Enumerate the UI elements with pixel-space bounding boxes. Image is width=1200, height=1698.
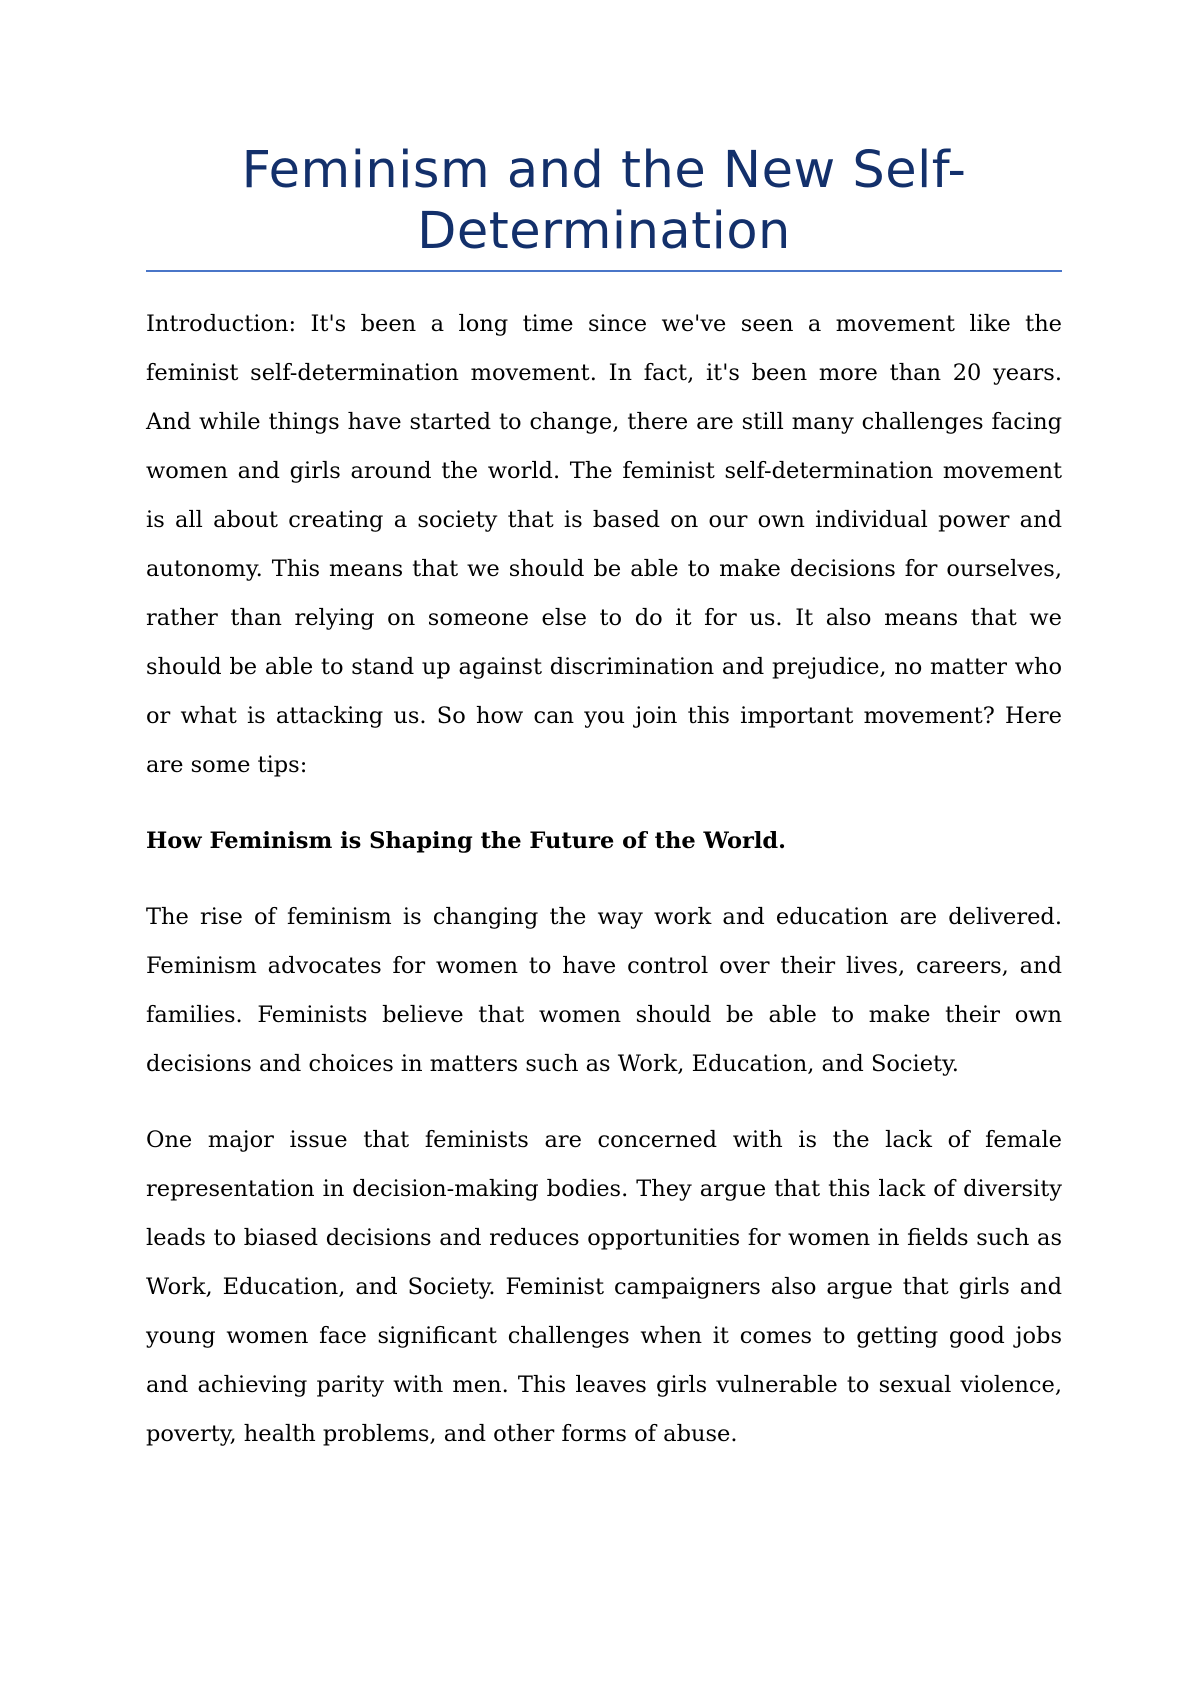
title-divider xyxy=(146,270,1062,272)
section-heading: How Feminism is Shaping the Future of the World. xyxy=(146,828,786,854)
body-paragraph: One major issue that feminists are concerned with is the lack of female representation in decision-making bodies. They argue that this lack of diversity leads to biased decisions and reduces opportunities for women in fields such as Work, Education, and Society. Feminist campaigners also argue that girls and young women face significant challenges when it comes to getting good jobs and achieving parity with men. This leaves girls vulnerable to sexual violence, poverty, health problems, and other forms of abuse. xyxy=(146,1127,1062,1447)
body-paragraph: The rise of feminism is changing the way work and education are delivered. Feminism advocates for women to have control over their lives, careers, and families. Feminists believe that women should be able to make their own decisions and choices in matters such as Work, Education, and Society. xyxy=(146,904,1062,1077)
document-title: Feminism and the New Self-Determination xyxy=(241,141,967,261)
document-page xyxy=(146,140,1062,1486)
intro-paragraph: Introduction: It's been a long time since we've seen a movement like the feminist self-determination movement. In fact, it's been more than 20 years. And while things have started to change, there are still many challenges facing women and girls around the world. The feminist self-determination movement is all about creating a society that is based on our own individual power and autonomy. This means that we should be able to make decisions for ourselves, rather than relying on someone else to do it for us. It also means that we should be able to stand up against discrimination and prejudice, no matter who or what is attacking us. So how can you join this important movement? Here are some tips: xyxy=(146,311,1062,778)
